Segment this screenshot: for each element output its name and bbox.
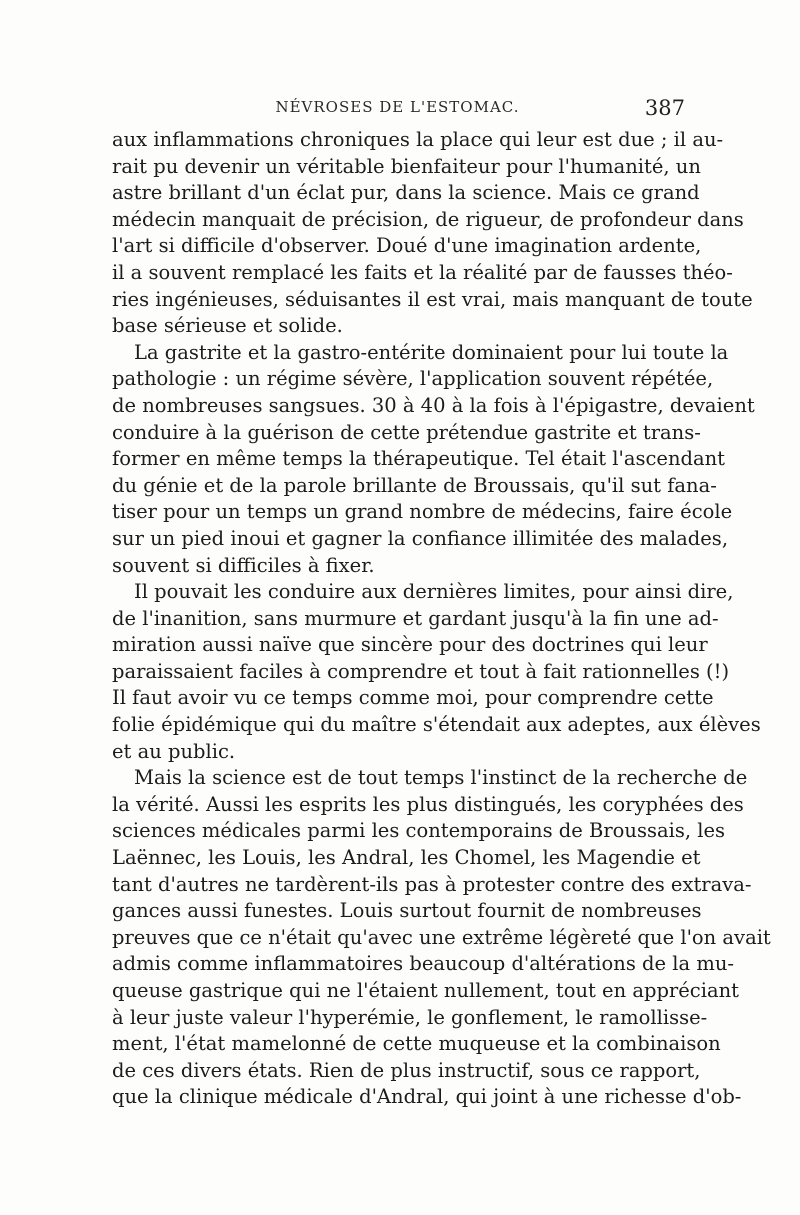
text-line: ment, l'état mamelonné de cette muqueuse et la combinaison: [112, 1032, 721, 1056]
paragraph-start-line: Il pouvait les conduire aux dernières limites, pour ainsi dire,: [134, 580, 734, 604]
text-line: astre brillant d'un éclat pur, dans la science. Mais ce grand: [112, 181, 700, 205]
text-line: miration aussi naïve que sincère pour des doctrines qui leur: [112, 633, 708, 657]
text-line: du génie et de la parole brillante de Broussais, qu'il sut fana-: [112, 473, 717, 497]
text-line: l'art si difficile d'observer. Doué d'une imagination ardente,: [112, 234, 702, 258]
paragraph-end-line: souvent si difficiles à fixer.: [112, 553, 375, 577]
paragraph-end-line: base sérieuse et solide.: [112, 314, 343, 338]
text-line: sciences médicales parmi les contemporains de Broussais, les: [112, 819, 726, 843]
running-head: [110, 98, 685, 124]
text-line: de ces divers états. Rien de plus instructif, sous ce rapport,: [112, 1058, 701, 1082]
text-line: sur un pied inoui et gagner la confiance illimitée des malades,: [112, 526, 729, 550]
text-line: la vérité. Aussi les esprits les plus distingués, les coryphées des: [112, 792, 744, 816]
text-line: preuves que ce n'était qu'avec une extrême légèreté que l'on avait: [112, 925, 771, 949]
text-line: aux inflammations chroniques la place qui leur est due ; il au-: [112, 128, 724, 151]
paragraph-start-line: La gastrite et la gastro-entérite dominaient pour lui toute la: [134, 340, 729, 364]
text-line: il a souvent remplacé les faits et la réalité par de fausses théo-: [112, 260, 733, 284]
text-line: queuse gastrique qui ne l'étaient nullement, tout en appréciant: [112, 979, 739, 1002]
page-number: 387: [644, 96, 685, 120]
text-line: admis comme inflammatoires beaucoup d'altérations de la mu-: [112, 952, 734, 976]
text-line: former en même temps la thérapeutique. Tel était l'ascendant: [112, 447, 726, 471]
paragraph-end-line: et au public.: [112, 739, 236, 763]
text-line: tiser pour un temps un grand nombre de médecins, faire école: [112, 500, 733, 524]
text-line: de l'inanition, sans murmure et gardant jusqu'à la fin une ad-: [112, 606, 719, 630]
running-title: NÉVROSES DE L'ESTOMAC.: [275, 98, 520, 116]
paragraph-start-line: Mais la science est de tout temps l'instinct de la recherche de: [134, 766, 748, 790]
text-line: que la clinique médicale d'Andral, qui joint à une richesse d'ob-: [112, 1085, 742, 1109]
text-line: de nombreuses sangsues. 30 à 40 à la fois à l'épigastre, devaient: [112, 393, 755, 417]
text-line: Laënnec, les Louis, les Andral, les Chomel, les Magendie et: [112, 846, 701, 870]
text-line: tant d'autres ne tardèrent-ils pas à protester contre des extrava-: [112, 872, 752, 896]
text-line: à leur juste valeur l'hyperémie, le gonflement, le ramollisse-: [112, 1005, 708, 1029]
text-line: gances aussi funestes. Louis surtout fournit de nombreuses: [112, 899, 702, 923]
text-line: ries ingénieuses, séduisantes il est vrai, mais manquant de toute: [112, 287, 753, 311]
text-line: paraissaient faciles à comprendre et tout à fait rationnelles (!): [112, 659, 730, 683]
text-line: médecin manquait de précision, de rigueur, de profondeur dans: [112, 207, 744, 231]
text-line: Il faut avoir vu ce temps comme moi, pour comprendre cette: [112, 686, 714, 710]
text-line: folie épidémique qui du maître s'étendait aux adeptes, aux élèves: [112, 713, 761, 737]
text-line: pathologie : un régime sévère, l'application souvent répétée,: [112, 367, 714, 391]
text-line: rait pu devenir un véritable bienfaiteur pour l'humanité, un: [112, 154, 701, 178]
body-text: [112, 127, 771, 1111]
text-line: conduire à la guérison de cette prétendue gastrite et trans-: [112, 420, 701, 444]
